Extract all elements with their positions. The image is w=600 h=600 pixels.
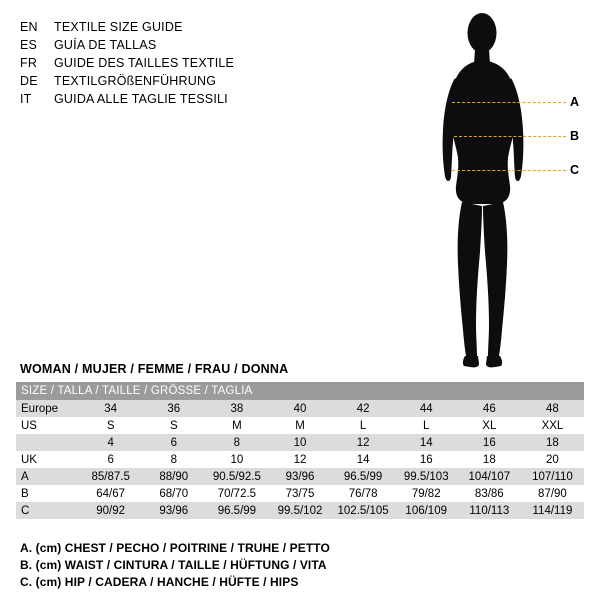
measure-line-hip: [452, 170, 566, 171]
cell: 114/119: [521, 502, 584, 519]
legend-row-a: A. (cm) CHEST / PECHO / POITRINE / TRUHE / PETTO: [20, 541, 330, 555]
row-label: Europe: [16, 400, 79, 417]
cell: 10: [268, 434, 331, 451]
cell: 12: [332, 434, 395, 451]
measure-label-a: A: [570, 95, 580, 109]
cell: 14: [395, 434, 458, 451]
cell: 42: [332, 400, 395, 417]
cell: 96.5/99: [332, 468, 395, 485]
language-row: [20, 18, 350, 36]
row-label: US: [16, 417, 79, 434]
row-label: C: [16, 502, 79, 519]
cell: 93/96: [268, 468, 331, 485]
female-silhouette-icon: [430, 6, 590, 376]
cell: 88/90: [142, 468, 205, 485]
cell: 16: [395, 451, 458, 468]
female-body-figure: [430, 6, 590, 376]
cell: 87/90: [521, 485, 584, 502]
cell: 90.5/92.5: [205, 468, 268, 485]
language-code: EN: [20, 20, 38, 34]
cell: 34: [79, 400, 142, 417]
cell: XL: [458, 417, 521, 434]
cell: 90/92: [79, 502, 142, 519]
language-row: [20, 54, 350, 72]
cell: 44: [395, 400, 458, 417]
cell: 70/72.5: [205, 485, 268, 502]
row-label: UK: [16, 451, 79, 468]
language-title: GUIDA ALLE TAGLIE TESSILI: [54, 92, 228, 106]
cell: 18: [458, 451, 521, 468]
cell: L: [332, 417, 395, 434]
section-heading: WOMAN / MUJER / FEMME / FRAU / DONNA: [20, 362, 289, 376]
cell: 8: [142, 451, 205, 468]
measure-label-c: C: [570, 163, 580, 177]
language-header-list: [20, 18, 350, 108]
cell: 68/70: [142, 485, 205, 502]
cell: 110/113: [458, 502, 521, 519]
language-row: [20, 72, 350, 90]
table-row: [16, 468, 584, 485]
cell: L: [395, 417, 458, 434]
language-title: TEXTILGRÖßENFÜHRUNG: [54, 74, 217, 88]
legend-row-c: C. (cm) HIP / CADERA / HANCHE / HÜFTE / HIPS: [20, 575, 299, 589]
cell: 73/75: [268, 485, 331, 502]
language-code: IT: [20, 92, 32, 106]
cell: 79/82: [395, 485, 458, 502]
measure-label-b: B: [570, 129, 580, 143]
cell: M: [205, 417, 268, 434]
table-row: [16, 451, 584, 468]
cell: 106/109: [395, 502, 458, 519]
table-row: [16, 434, 584, 451]
cell: 46: [458, 400, 521, 417]
cell: 96.5/99: [205, 502, 268, 519]
cell: 36: [142, 400, 205, 417]
language-title: GUÍA DE TALLAS: [54, 38, 157, 52]
cell: M: [268, 417, 331, 434]
language-row: [20, 90, 350, 108]
cell: 40: [268, 400, 331, 417]
cell: 99.5/103: [395, 468, 458, 485]
cell: 102.5/105: [332, 502, 395, 519]
row-label: [16, 434, 79, 451]
cell: 8: [205, 434, 268, 451]
cell: 6: [79, 451, 142, 468]
measurement-legend: [20, 540, 440, 591]
cell: 16: [458, 434, 521, 451]
language-code: FR: [20, 56, 38, 70]
language-code: DE: [20, 74, 38, 88]
legend-row-b: B. (cm) WAIST / CINTURA / TAILLE / HÜFTUNG / VITA: [20, 558, 327, 572]
table-row: [16, 502, 584, 519]
cell: 76/78: [332, 485, 395, 502]
language-title: TEXTILE SIZE GUIDE: [54, 20, 183, 34]
table-header-row: [16, 382, 584, 400]
cell: XXL: [521, 417, 584, 434]
cell: 6: [142, 434, 205, 451]
table-header-label: SIZE / TALLA / TAILLE / GRÖSSE / TAGLIA: [16, 382, 584, 400]
table-row: [16, 485, 584, 502]
cell: 18: [521, 434, 584, 451]
measure-line-waist: [454, 136, 566, 137]
cell: 107/110: [521, 468, 584, 485]
measure-line-chest: [452, 102, 566, 103]
language-row: [20, 36, 350, 54]
cell: 85/87.5: [79, 468, 142, 485]
size-table: [16, 382, 584, 519]
cell: 4: [79, 434, 142, 451]
row-label: B: [16, 485, 79, 502]
cell: 38: [205, 400, 268, 417]
language-code: ES: [20, 38, 38, 52]
table-row: [16, 417, 584, 434]
cell: 99.5/102: [268, 502, 331, 519]
cell: 14: [332, 451, 395, 468]
table-row: [16, 400, 584, 417]
cell: 12: [268, 451, 331, 468]
cell: 20: [521, 451, 584, 468]
cell: 104/107: [458, 468, 521, 485]
cell: 48: [521, 400, 584, 417]
cell: S: [142, 417, 205, 434]
row-label: A: [16, 468, 79, 485]
language-title: GUIDE DES TAILLES TEXTILE: [54, 56, 235, 70]
cell: 93/96: [142, 502, 205, 519]
cell: 10: [205, 451, 268, 468]
cell: 64/67: [79, 485, 142, 502]
cell: 83/86: [458, 485, 521, 502]
cell: S: [79, 417, 142, 434]
